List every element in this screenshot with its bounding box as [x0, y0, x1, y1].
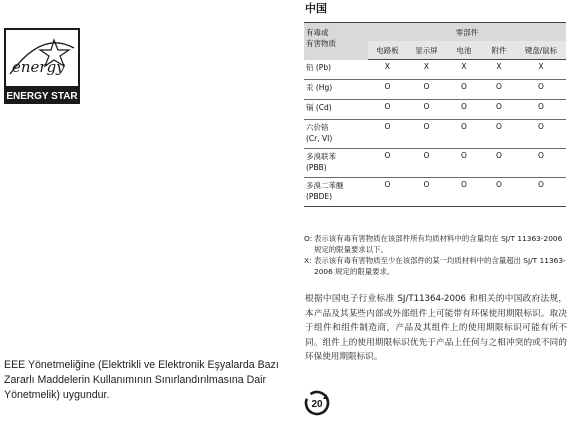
- table-cell: O: [446, 178, 482, 207]
- table-cell: O: [516, 178, 566, 207]
- table-notes: [304, 233, 568, 277]
- energy-star-label: ENERGY STAR: [6, 91, 78, 102]
- table-cell: O: [446, 80, 482, 100]
- eee-compliance-text: EEE Yönetmeliğine (Elektrikli ve Elektronik Eşyalarda Bazı Zararlı Maddelerin Kullanımının Sınırlandırılmasına Dair Yönetmelik) uygundur.: [4, 359, 279, 401]
- table-cell: O: [368, 149, 407, 178]
- column-header: 附件: [482, 41, 516, 60]
- recycle-period-icon: [304, 390, 330, 416]
- table-cell: O: [482, 149, 516, 178]
- table-cell: O: [446, 100, 482, 120]
- recycle-period-number: 20: [311, 399, 323, 410]
- table-cell: O: [482, 80, 516, 100]
- table-cell: O: [407, 178, 446, 207]
- table-cell: X: [407, 60, 446, 80]
- table-cell: O: [368, 80, 407, 100]
- table-cell: O: [516, 100, 566, 120]
- table-cell: X: [446, 60, 482, 80]
- substance-name: 镉 (Cd): [304, 100, 368, 120]
- table-cell: O: [482, 120, 516, 149]
- table-cell: O: [516, 120, 566, 149]
- table-row: [304, 149, 566, 178]
- table-cell: O: [482, 100, 516, 120]
- note-x: [304, 255, 568, 277]
- note-text: 表示该有毒有害物质在该部件所有均质材料中的含量均在 SJ/T 11363-2006 规定的限量要求以下。: [314, 234, 563, 254]
- column-header: 显示屏: [407, 41, 446, 60]
- table-cell: O: [482, 178, 516, 207]
- table-cell: O: [407, 80, 446, 100]
- table-cell: O: [368, 178, 407, 207]
- table-cell: O: [407, 100, 446, 120]
- substance-name: 铅 (Pb): [304, 60, 368, 80]
- column-header: 键盘/鼠标: [516, 41, 566, 60]
- substance-name: 汞 (Hg): [304, 80, 368, 100]
- energy-star-logo: [4, 28, 80, 104]
- table-cell: X: [368, 60, 407, 80]
- column-header: 电池: [446, 41, 482, 60]
- table-cell: O: [446, 149, 482, 178]
- substance-name: 多溴联苯 (PBB): [304, 149, 368, 178]
- svg-text:energy: energy: [12, 58, 65, 76]
- table-cell: O: [446, 120, 482, 149]
- note-key: X:: [304, 256, 312, 265]
- note-o: [304, 233, 568, 255]
- table-row: [304, 80, 566, 100]
- table-cell: X: [516, 60, 566, 80]
- table-cell: O: [368, 120, 407, 149]
- table-row: [304, 178, 566, 207]
- table-cell: X: [482, 60, 516, 80]
- table-row: [304, 120, 566, 149]
- china-heading: 中国: [305, 2, 327, 15]
- epup-paragraph: 根据中国电子行业标准 SJ/T11364-2006 和相关的中国政府法规，本产品及其某些内部或外部组件上可能带有环保使用期限标识。取决于组件和组件制造商，产品及其组件上的使用期限标识可能有所不同。组件上的使用期限标识优先于产品上任何与之相冲突的或不同的环保使用期限标识。: [305, 294, 567, 363]
- hazard-header-line1: 有毒或: [306, 28, 329, 37]
- table-cell: O: [368, 100, 407, 120]
- table-cell: O: [407, 149, 446, 178]
- hazard-header-line2: 有害物质: [306, 39, 336, 48]
- note-text: 表示该有毒有害物质至少在该部件的某一均质材料中的含量超出 SJ/T 11363-2006 规定的限量要求。: [314, 256, 566, 276]
- table-cell: O: [516, 80, 566, 100]
- hazard-header: [304, 23, 368, 60]
- table-row: [304, 60, 566, 80]
- note-key: O:: [304, 234, 313, 243]
- table-cell: O: [407, 120, 446, 149]
- table-cell: O: [516, 149, 566, 178]
- table-row: [304, 100, 566, 120]
- column-header: 电路板: [368, 41, 407, 60]
- parts-header: 零部件: [368, 23, 566, 42]
- substance-name: 多溴二苯醚 (PBDE): [304, 178, 368, 207]
- hazardous-substance-table: [304, 22, 566, 207]
- substance-name: 六价铬 (Cr, VI): [304, 120, 368, 149]
